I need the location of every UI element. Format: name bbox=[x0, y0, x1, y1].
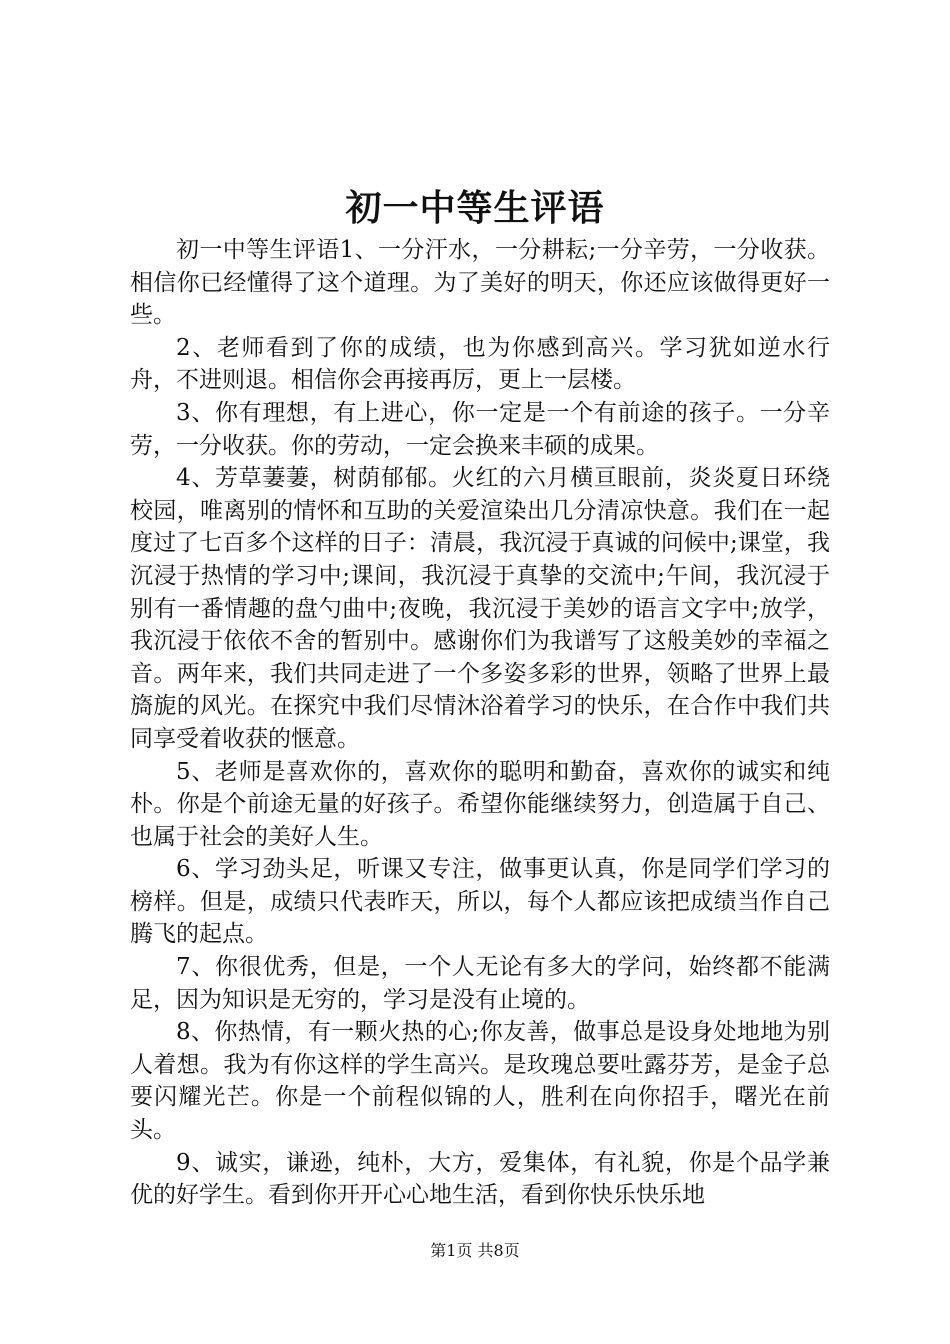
document-body bbox=[130, 234, 830, 1212]
paragraph-4: 4、芳草萋萋，树荫郁郁。火红的六月横亘眼前，炎炎夏日环绕校园，唯离别的情怀和互助的关爱渲染出几分清凉快意。我们在一起度过了七百多个这样的日子：清晨，我沉浸于真诚的问候中;课堂，我沉浸于热情的学习中;课间，我沉浸于真挚的交流中;午间，我沉浸于别有一番情趣的盘勺曲中;夜晚，我沉浸于美妙的语言文字中;放学，我沉浸于依依不舍的暂别中。感谢你们为我谱写了这般美妙的幸福之音。两年来，我们共同走进了一个多姿多彩的世界，领略了世界上最旖旎的风光。在探究中我们尽情沐浴着学习的快乐，在合作中我们共同享受着收获的惬意。 bbox=[130, 465, 830, 752]
paragraph-7: 7、你很优秀，但是，一个人无论有多大的学问，始终都不能满足，因为知识是无穷的，学习是没有止境的。 bbox=[130, 954, 830, 1013]
paragraph-9: 9、诚实，谦逊，纯朴，大方，爱集体，有礼貌，你是个品学兼优的好学生。看到你开开心心地生活，看到你快乐快乐地 bbox=[130, 1149, 830, 1209]
document-title: 初一中等生评语 bbox=[345, 187, 605, 229]
paragraph-1: 初一中等生评语1、一分汗水，一分耕耘;一分辛劳，一分收获。相信你已经懂得了这个道理。为了美好的明天，你还应该做得更好一些。 bbox=[130, 237, 830, 329]
page-footer: 第1页 共8页 bbox=[430, 1241, 520, 1260]
paragraph-2: 2、老师看到了你的成绩，也为你感到高兴。学习犹如逆水行舟，不进则退。相信你会再接再厉，更上一层楼。 bbox=[130, 334, 830, 394]
paragraph-6: 6、学习劲头足，听课又专注，做事更认真，你是同学们学习的榜样。但是，成绩只代表昨天，所以，每个人都应该把成绩当作自己腾飞的起点。 bbox=[130, 856, 830, 948]
paragraph-8: 8、你热情，有一颗火热的心;你友善，做事总是设身处地地为别人着想。我为有你这样的学生高兴。是玫瑰总要吐露芬芳，是金子总要闪耀光芒。你是一个前程似锦的人，胜利在向你招手，曙光在前头。 bbox=[130, 1019, 830, 1144]
paragraph-5: 5、老师是喜欢你的，喜欢你的聪明和勤奋，喜欢你的诚实和纯朴。你是个前途无量的好孩子。希望你能继续努力，创造属于自己、也属于社会的美好人生。 bbox=[130, 758, 830, 850]
paragraph-3: 3、你有理想，有上进心，你一定是一个有前途的孩子。一分辛劳，一分收获。你的劳动，一定会换来丰硕的成果。 bbox=[130, 399, 830, 459]
